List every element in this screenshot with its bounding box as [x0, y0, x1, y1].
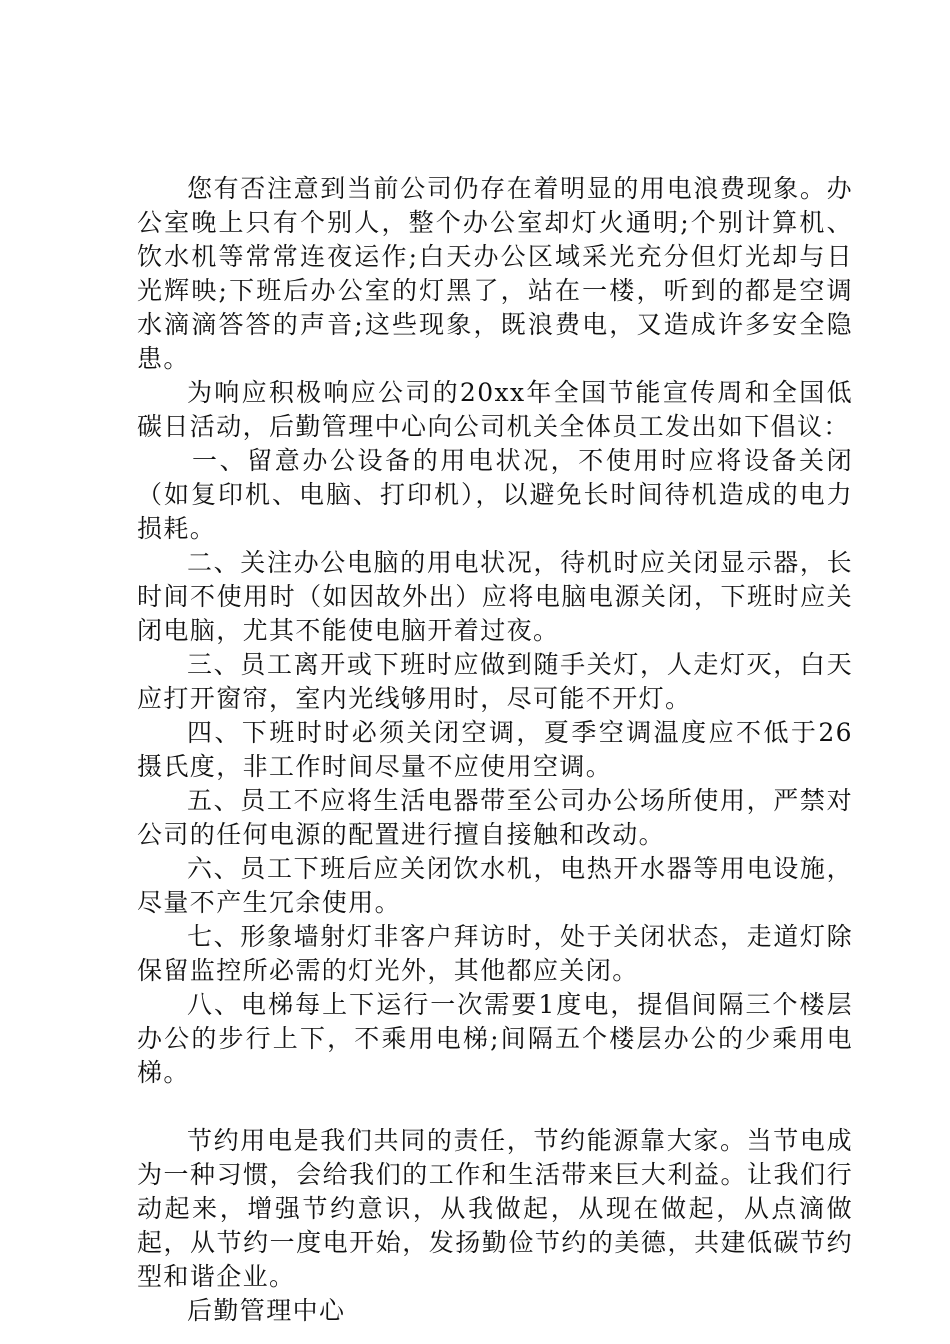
paragraph-item-5: 五、员工不应将生活电器带至公司办公场所使用，严禁对公司的任何电源的配置进行擅自接触和改动。 [137, 786, 853, 849]
paragraph-item-6: 六、员工下班后应关闭饮水机，电热开水器等用电设施，尽量不产生冗余使用。 [137, 854, 853, 917]
paragraph-item-8: 八、电梯每上下运行一次需要1度电，提倡间隔三个楼层办公的步行上下，不乘用电梯;间隔五个楼层办公的少乘用电梯。 [137, 990, 853, 1087]
paragraph-closing: 节约用电是我们共同的责任，节约能源靠大家。当节电成为一种习惯，会给我们的工作和生活带来巨大利益。让我们行动起来，增强节约意识，从我做起，从现在做起，从点滴做起，从节约一度电开始，发扬勤俭节约的美德，共建低碳节约型和谐企业。 [137, 1126, 853, 1291]
paragraph-item-3: 三、员工离开或下班时应做到随手关灯，人走灯灭，白天应打开窗帘，室内光线够用时，尽可能不开灯。 [137, 650, 853, 713]
paragraph-proposal: 为响应积极响应公司的20xx年全国节能宣传周和全国低碳日活动，后勤管理中心向公司机关全体员工发出如下倡议： [137, 378, 853, 441]
signature: 后勤管理中心 [187, 1296, 346, 1325]
paragraph-item-1: 一、留意办公设备的用电状况，不使用时应将设备关闭（如复印机、电脑、打印机），以避免长时间待机造成的电力损耗。 [137, 446, 853, 543]
paragraph-intro: 您有否注意到当前公司仍存在着明显的用电浪费现象。办公室晚上只有个别人，整个办公室却灯火通明;个别计算机、饮水机等常常连夜运作;白天办公区域采光充分但灯光却与日光辉映;下班后办公室的灯黑了，站在一楼，听到的都是空调水滴滴答答的声音;这些现象，既浪费电，又造成许多安全隐患。 [137, 174, 853, 373]
paragraph-item-2: 二、关注办公电脑的用电状况，待机时应关闭显示器，长时间不使用时（如因故外出）应将电脑电源关闭，下班时应关闭电脑，尤其不能使电脑开着过夜。 [137, 548, 853, 645]
paragraph-item-7: 七、形象墙射灯非客户拜访时，处于关闭状态，走道灯除保留监控所必需的灯光外，其他都应关闭。 [137, 922, 853, 985]
document-body [137, 172, 853, 1328]
paragraph-item-4: 四、下班时时必须关闭空调，夏季空调温度应不低于26摄氏度，非工作时间尽量不应使用空调。 [137, 718, 853, 781]
